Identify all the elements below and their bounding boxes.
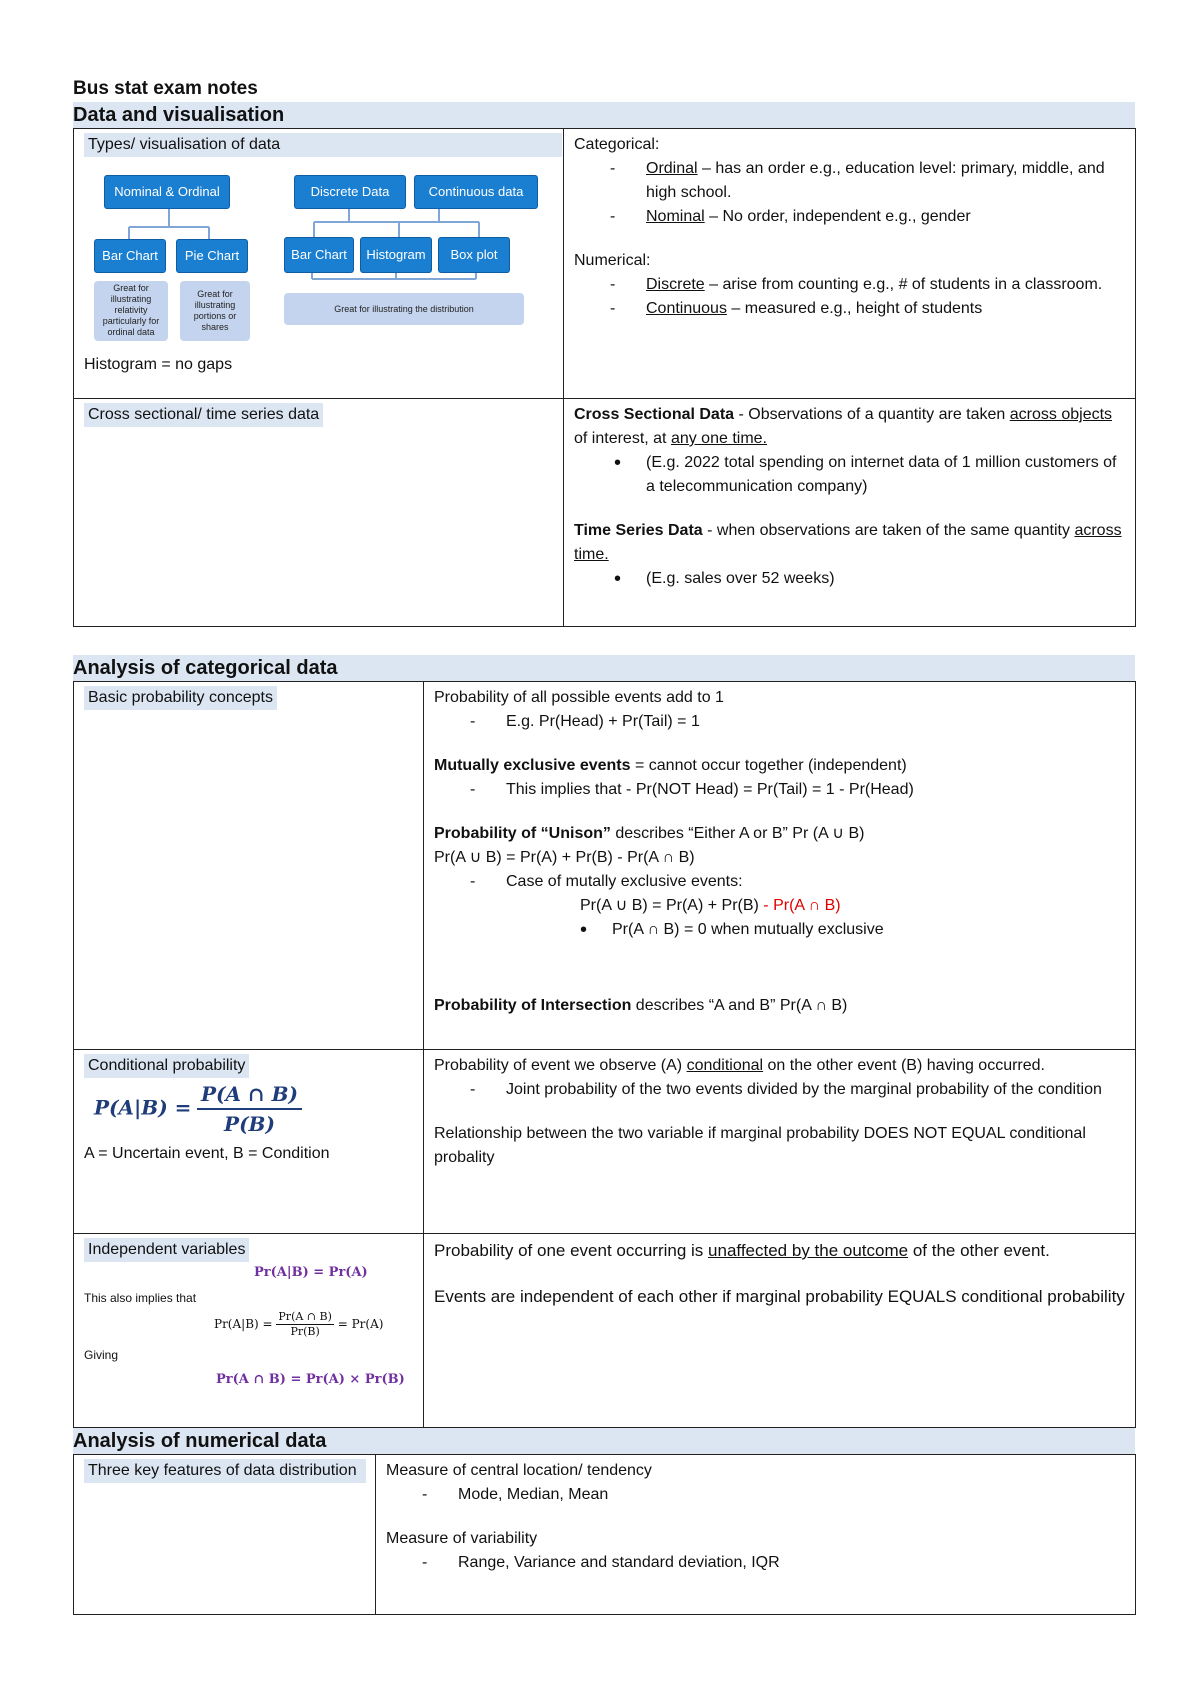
numerical-label: Numerical:	[574, 252, 651, 269]
independence-definition: Probability of one event occurring is unaffected by the outcome of the other event.	[434, 1241, 1050, 1260]
cell-heading: Conditional probability	[84, 1054, 249, 1078]
list-item: - Nominal – No order, independent e.g., gender	[602, 205, 1125, 229]
nominal-ordinal-node: Nominal & Ordinal	[104, 175, 230, 209]
list-item: - Range, Variance and standard deviation, IQR	[414, 1551, 1125, 1575]
continuous-data-node: Continuous data	[414, 175, 538, 209]
section-heading-data-visualisation: Data and visualisation	[73, 102, 1135, 128]
categorical-label: Categorical:	[574, 136, 660, 153]
giving-label: Giving	[84, 1348, 119, 1362]
cell-heading: Types/ visualisation of data	[84, 133, 562, 157]
list-item: • (E.g. 2022 total spending on internet data of 1 million customers of a telecommunication company)	[612, 451, 1125, 499]
table-row	[74, 1234, 1136, 1428]
independence-rule: Events are independent of each other if marginal probability EQUALS conditional probability	[434, 1287, 1125, 1306]
conditional-formula: P(A|B) = $\frac{P(A \cap B)}{P(B)}$	[94, 1080, 413, 1138]
time-series-definition: Time Series Data - when observations are taken of the same quantity across time.	[574, 522, 1122, 563]
basic-probability-cell	[74, 682, 424, 1050]
categorical-data-table	[73, 681, 1136, 1428]
central-location-label: Measure of central location/ tendency	[386, 1462, 652, 1479]
page	[73, 76, 1135, 1615]
bar-chart-node: Bar Chart	[94, 239, 166, 273]
list-item: - Discrete – arise from counting e.g., # of students in a classroom.	[602, 273, 1125, 297]
probability-sum-rule: Probability of all possible events add to 1	[434, 689, 724, 706]
data-type-diagram	[84, 157, 524, 353]
independent-variables-cell	[74, 1234, 424, 1428]
independence-formula-1: Pr(A|B) = Pr(A)	[254, 1265, 368, 1280]
independence-formula-2: Pr(A|B) = $\frac{Pr(A \cap B)}{Pr(B)}$ = Pr(A)	[214, 1310, 384, 1338]
list-item: - This implies that - Pr(NOT Head) = Pr(Tail) = 1 - Pr(Head)	[462, 778, 1125, 802]
list-item: • Pr(A ∩ B) = 0 when mutually exclusive	[578, 918, 1125, 942]
exclusive-case-formula: Pr(A ∪ B) = Pr(A) + Pr(B) - Pr(A ∩ B)	[580, 897, 841, 914]
cell-heading: Cross sectional/ time series data	[84, 403, 323, 427]
list-item: - E.g. Pr(Head) + Pr(Tail) = 1	[462, 710, 1125, 734]
histogram-note: Histogram = no gaps	[84, 356, 233, 373]
histogram-node: Histogram	[360, 237, 432, 273]
list-item: - Joint probability of the two events divided by the marginal probability of the condition	[462, 1078, 1125, 1102]
list-item: - Continuous – measured e.g., height of students	[602, 297, 1125, 321]
intersection-definition: Probability of Intersection describes “A and B” Pr(A ∩ B)	[434, 997, 848, 1014]
conditional-note: A = Uncertain event, B = Condition	[84, 1145, 330, 1162]
numerical-data-table	[73, 1454, 1136, 1615]
list-item: - Ordinal – has an order e.g., education level: primary, middle, and high school.	[602, 157, 1125, 205]
data-visualisation-table	[73, 128, 1136, 627]
unison-formula: Pr(A ∪ B) = Pr(A) + Pr(B) - Pr(A ∩ B)	[434, 849, 695, 866]
implies-label: This also implies that	[84, 1291, 197, 1305]
cross-sectional-description	[564, 399, 1136, 627]
discrete-data-node: Discrete Data	[294, 175, 406, 209]
mutually-exclusive-definition: Mutually exclusive events = cannot occur together (independent)	[434, 757, 907, 774]
note-portions: Great for illustrating portions or shares	[180, 281, 250, 341]
list-item: - Case of mutally exclusive events:	[462, 870, 1125, 894]
bar-chart-node-2: Bar Chart	[284, 237, 354, 273]
table-row	[74, 1050, 1136, 1234]
note-relativity: Great for illustrating relativity particularly for ordinal data	[94, 281, 168, 341]
cell-heading: Basic probability concepts	[84, 686, 277, 710]
pie-chart-node: Pie Chart	[176, 239, 248, 273]
table-row	[74, 399, 1136, 627]
basic-probability-description	[424, 682, 1136, 1050]
table-row	[74, 682, 1136, 1050]
cross-sectional-definition: Cross Sectional Data - Observations of a quantity are taken across objects of interest, at any one time.	[574, 406, 1113, 447]
section-heading-categorical-data: Analysis of categorical data	[73, 655, 1135, 681]
types-cell	[74, 129, 564, 399]
box-plot-node: Box plot	[438, 237, 510, 273]
conditional-probability-cell	[74, 1050, 424, 1234]
key-features-description	[376, 1455, 1136, 1615]
independence-formula-3: Pr(A ∩ B) = Pr(A) × Pr(B)	[216, 1372, 405, 1387]
cell-heading: Independent variables	[84, 1238, 249, 1262]
data-types-description	[564, 129, 1136, 399]
note-distribution: Great for illustrating the distribution	[284, 293, 524, 325]
table-row	[74, 129, 1136, 399]
key-features-cell	[74, 1455, 376, 1615]
list-item: • (E.g. sales over 52 weeks)	[612, 567, 1125, 591]
section-heading-numerical-data: Analysis of numerical data	[73, 1428, 1135, 1454]
conditional-definition: Probability of event we observe (A) conditional on the other event (B) having occurred.	[434, 1057, 1045, 1074]
cell-heading: Three key features of data distribution	[84, 1459, 366, 1483]
document-title: Bus stat exam notes	[73, 78, 258, 99]
table-row	[74, 1455, 1136, 1615]
conditional-probability-description	[424, 1050, 1136, 1234]
conditional-relationship: Relationship between the two variable if marginal probability DOES NOT EQUAL conditional probality	[434, 1125, 1086, 1166]
list-item: - Mode, Median, Mean	[414, 1483, 1125, 1507]
variability-label: Measure of variability	[386, 1530, 538, 1547]
cross-sectional-cell	[74, 399, 564, 627]
independent-variables-description	[424, 1234, 1136, 1428]
unison-definition: Probability of “Unison” describes “Either A or B” Pr (A ∪ B)	[434, 825, 865, 842]
